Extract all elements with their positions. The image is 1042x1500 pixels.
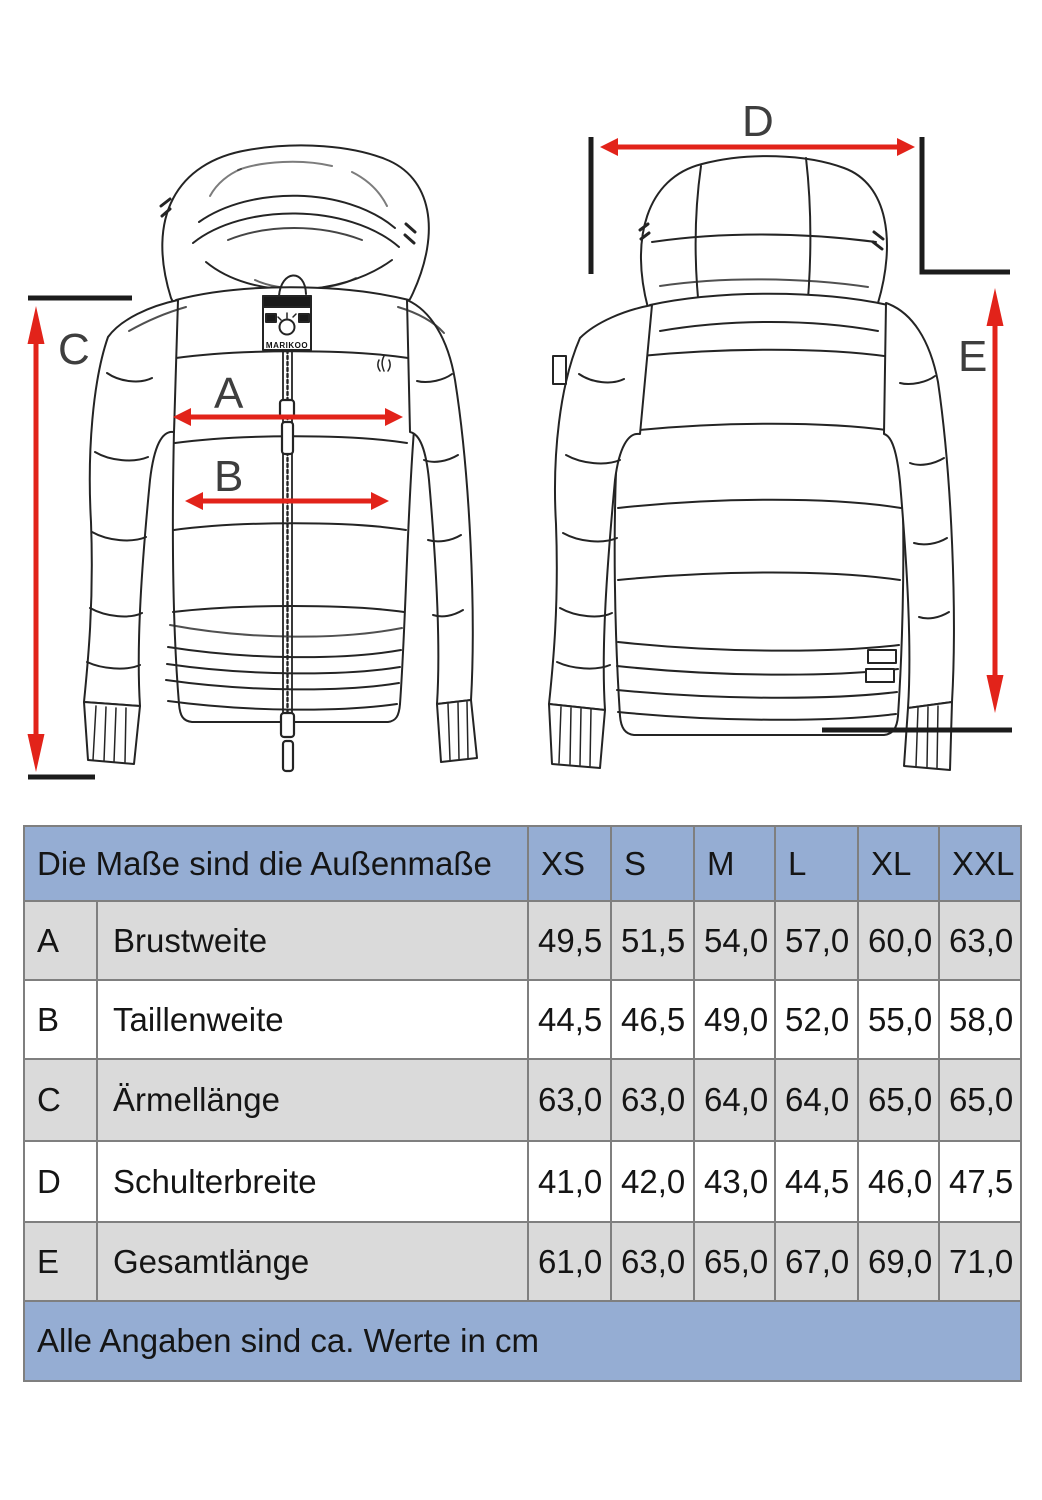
arrow-E xyxy=(987,288,1004,713)
table-row-B xyxy=(25,981,1022,1060)
measure-letter-A: A xyxy=(214,369,244,418)
cell-value: 46,5 xyxy=(612,981,695,1060)
arrow-C xyxy=(28,306,45,772)
measure-letter-D: D xyxy=(742,97,774,146)
cell-value: 54,0 xyxy=(695,902,776,981)
cell-value: 44,5 xyxy=(529,981,612,1060)
cell-value: 47,5 xyxy=(940,1142,1022,1223)
cell-value: 52,0 xyxy=(776,981,859,1060)
cell-value: 49,0 xyxy=(695,981,776,1060)
header-size-l: L xyxy=(776,827,859,902)
cell-value: 57,0 xyxy=(776,902,859,981)
cell-value: 46,0 xyxy=(859,1142,940,1223)
footer-note: Alle Angaben sind ca. Werte in cm xyxy=(25,1302,1022,1382)
measure-letter-E: E xyxy=(958,332,988,381)
brand-label-text: MARIKOO xyxy=(265,341,309,350)
cell-value: 71,0 xyxy=(940,1223,1022,1302)
row-label: Gesamtlänge xyxy=(98,1223,529,1302)
cell-value: 61,0 xyxy=(529,1223,612,1302)
cell-value: 69,0 xyxy=(859,1223,940,1302)
table-title: Die Maße sind die Außenmaße xyxy=(25,827,529,902)
row-label: Brustweite xyxy=(98,902,529,981)
header-size-s: S xyxy=(612,827,695,902)
cell-value: 63,0 xyxy=(612,1223,695,1302)
cell-value: 51,5 xyxy=(612,902,695,981)
table-row-D xyxy=(25,1142,1022,1223)
row-label: Ärmellänge xyxy=(98,1060,529,1142)
row-label: Taillenweite xyxy=(98,981,529,1060)
back-jacket-sketch xyxy=(549,156,954,770)
row-key: B xyxy=(25,981,98,1060)
row-label: Schulterbreite xyxy=(98,1142,529,1223)
cell-value: 60,0 xyxy=(859,902,940,981)
cell-value: 65,0 xyxy=(695,1223,776,1302)
header-size-xxl: XXL xyxy=(940,827,1022,902)
cell-value: 63,0 xyxy=(529,1060,612,1142)
header-size-xs: XS xyxy=(529,827,612,902)
table-row-E xyxy=(25,1223,1022,1302)
row-key: A xyxy=(25,902,98,981)
cell-value: 58,0 xyxy=(940,981,1022,1060)
header-size-xl: XL xyxy=(859,827,940,902)
cell-value: 63,0 xyxy=(612,1060,695,1142)
header-size-m: M xyxy=(695,827,776,902)
ref-line-d-right-corner xyxy=(922,137,1010,272)
table-footer-row xyxy=(25,1302,1022,1382)
cell-value: 65,0 xyxy=(859,1060,940,1142)
row-key: C xyxy=(25,1060,98,1142)
table-row-A xyxy=(25,902,1022,981)
cell-value: 41,0 xyxy=(529,1142,612,1223)
cell-value: 44,5 xyxy=(776,1142,859,1223)
row-key: D xyxy=(25,1142,98,1223)
cell-value: 55,0 xyxy=(859,981,940,1060)
table-row-C xyxy=(25,1060,1022,1142)
measure-letter-B: B xyxy=(214,452,244,501)
cell-value: 63,0 xyxy=(940,902,1022,981)
cell-value: 64,0 xyxy=(695,1060,776,1142)
cell-value: 43,0 xyxy=(695,1142,776,1223)
size-table xyxy=(23,825,1022,1382)
row-key: E xyxy=(25,1223,98,1302)
cell-value: 49,5 xyxy=(529,902,612,981)
cell-value: 65,0 xyxy=(940,1060,1022,1142)
cell-value: 42,0 xyxy=(612,1142,695,1223)
cell-value: 67,0 xyxy=(776,1223,859,1302)
cell-value: 64,0 xyxy=(776,1060,859,1142)
measure-letter-C: C xyxy=(58,325,90,374)
table-header-row xyxy=(25,827,1022,902)
front-jacket-sketch xyxy=(84,145,477,771)
